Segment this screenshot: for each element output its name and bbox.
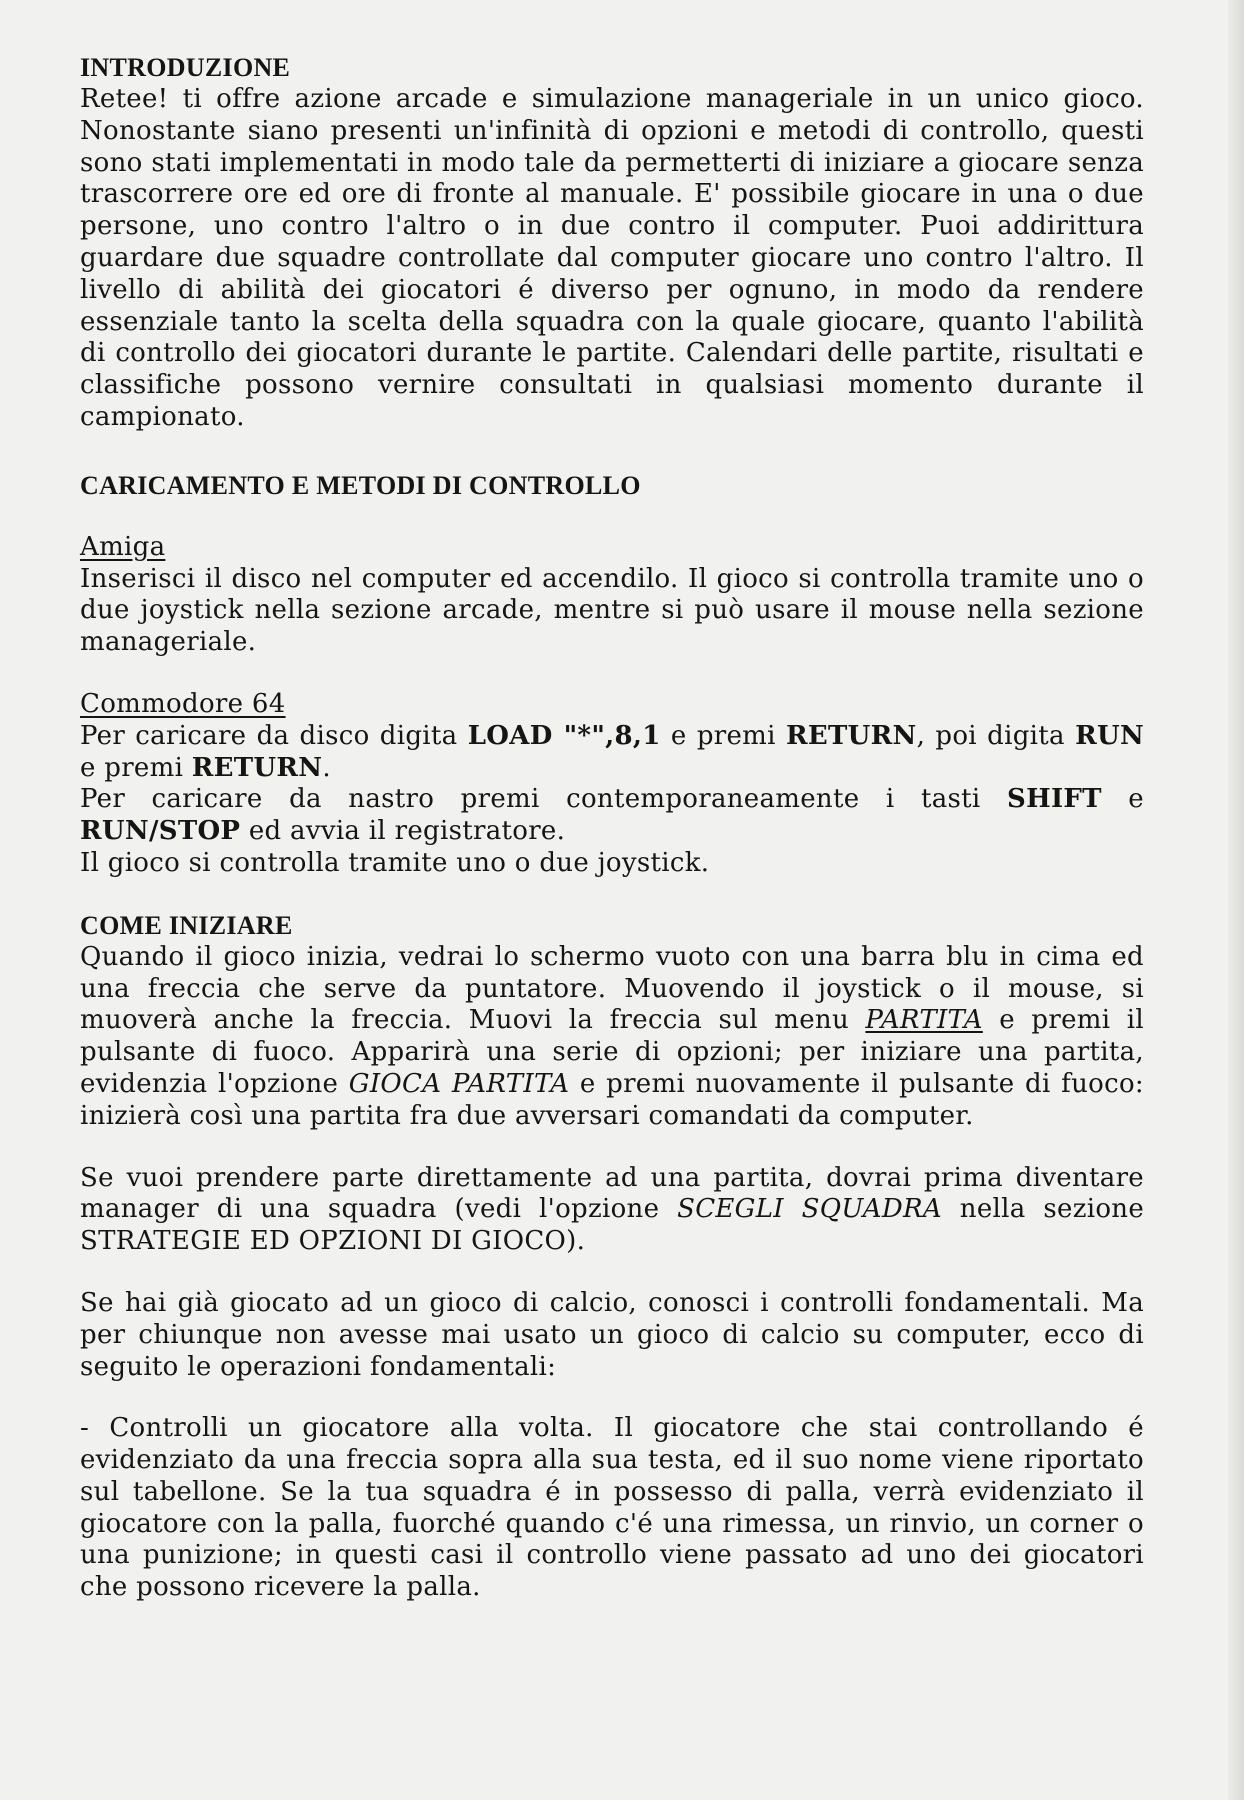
load-command: LOAD "*",8,1 (467, 720, 661, 751)
intro-paragraph: Retee! ti offre azione arcade e simulazione manageriale in un unico gioco. Nonostante siano presenti un'infinità di opzioni e metodi di controllo, questi sono stati implementati in modo tale da permetterti di iniziare a giocare senza trascorrere ore ed ore di fronte al manuale. E' possibile giocare in una o due persone, uno contro l'altro o in due contro il computer. Puoi addirittura guardare due squadre controllate dal computer giocare uno contro l'altro. Il livello di abilità dei giocatori é diverso per ognuno, in modo da rendere essenziale tanto la scelta della squadra con la quale giocare, quanto l'abilità di controllo dei giocatori durante le partite. Calendari delle partite, risultati e classifiche possono vernire consultati in qualsiasi momento durante il campionato. (80, 84, 1144, 432)
return-key-2: RETURN (191, 752, 323, 783)
amiga-paragraph: Inserisci il disco nel computer ed accendilo. Il gioco si controlla tramite uno o due joystick nella sezione arcade, mentre si può usare il mouse nella sezione manageriale. (80, 563, 1144, 658)
start-heading: COME INIZIARE (80, 910, 293, 940)
shift-key: SHIFT (1007, 784, 1102, 815)
c64-disk-instructions: Per caricare da disco digita LOAD "*",8,1 e premi RETURN, poi digita RUN e premi RETURN. (80, 720, 1145, 783)
intro-heading: INTRODUZIONE (80, 53, 291, 82)
gioca-partita-ref: GIOCA PARTITA (348, 1068, 570, 1099)
partita-menu-ref: PARTITA (865, 1005, 983, 1036)
start-paragraph-1: Quando il gioco inizia, vedrai lo schermo vuoto con una barra blu in cima ed una freccia che serve da puntatore. Muovendo il joystick o il mouse, si muoverà anche la freccia. Muovi la freccia sul menu PARTITA e premi il pulsante di fuoco. Apparirà una serie di opzioni; per iniziare una partita, evidenzia l'opzione GIOCA PARTITA e premi nuovamente il pulsante di fuoco: inizierà così una partita fra due avversari comandati da computer. (80, 941, 1144, 1131)
start-paragraph-4: - Controlli un giocatore alla volta. Il giocatore che stai controllando é evidenziato da una freccia sopra alla sua testa, ed il suo nome viene riportato sul tabellone. Se la tua squadra é in possesso di palla, verrà evidenziato il giocatore con la palla, fuorché quando c'é una rimessa, un rinvio, un corner o una punizione; in questi casi il controllo viene passato ad uno dei giocatori che possono ricevere la palla. (80, 1413, 1144, 1603)
scegli-squadra-ref: SCEGLI SQUADRA (677, 1194, 942, 1225)
c64-tape-instructions: Per caricare da nastro premi contemporaneamente i tasti SHIFT e RUN/STOP ed avvia il registratore. (80, 784, 1144, 847)
run-stop-key: RUN/STOP (80, 816, 241, 847)
return-key: RETURN (785, 720, 917, 751)
loading-heading: CARICAMENTO E METODI DI CONTROLLO (80, 470, 641, 500)
start-paragraph-3: Se hai già giocato ad un gioco di calcio, conosci i controlli fondamentali. Ma per chiunque non avesse mai usato un gioco di calcio su computer, ecco di seguito le operazioni fondamentali: (80, 1287, 1144, 1382)
page-edge (1228, 0, 1244, 1800)
c64-subheading: Commodore 64 (80, 688, 286, 719)
amiga-subheading: Amiga (80, 531, 166, 562)
start-paragraph-2: Se vuoi prendere parte direttamente ad una partita, dovrai prima diventare manager di una squadra (vedi l'opzione SCEGLI SQUADRA nella sezione STRATEGIE ED OPZIONI DI GIOCO). (80, 1162, 1145, 1257)
c64-control-line: Il gioco si controlla tramite uno o due joystick. (80, 847, 710, 878)
page-content (80, 52, 1144, 1604)
run-command: RUN (1075, 720, 1145, 751)
